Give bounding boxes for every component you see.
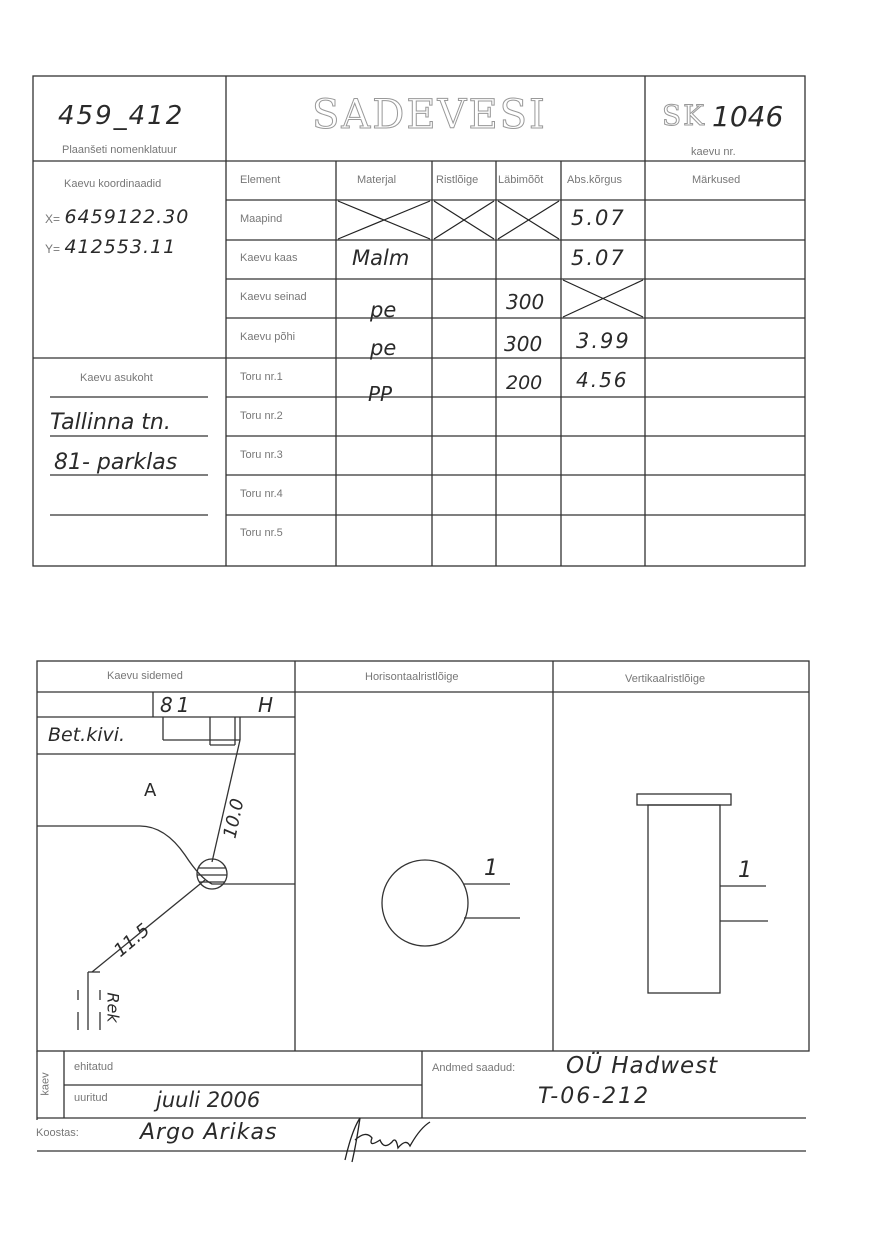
row-element: Kaevu põhi [240, 331, 296, 343]
row-element: Maapind [240, 213, 283, 225]
cell-materjal: pe [370, 298, 397, 322]
col-materjal: Materjal [357, 174, 397, 186]
row-element: Kaevu kaas [240, 252, 298, 264]
vertical-section-label: Vertikaalristlõige [625, 673, 706, 685]
row-element: Kaevu seinad [240, 291, 307, 303]
surveyed-label: uuritud [74, 1092, 108, 1104]
distance-1: 10.0 [219, 796, 249, 841]
map-sheet-value: 459_412 [58, 101, 185, 131]
col-element: Element [240, 174, 281, 186]
signature [345, 1118, 430, 1162]
well-no-value: 1046 [712, 100, 784, 133]
form-title: SADEVESI [312, 92, 547, 138]
cell-abs: 5.07 [571, 246, 626, 270]
col-markused: Märkused [692, 174, 741, 186]
cell-materjal: PP [368, 382, 393, 406]
row-element: Toru nr.2 [240, 410, 283, 422]
horizontal-section-label: Horisontaalristlõige [365, 671, 459, 683]
cell-labimoot: 300 [504, 332, 543, 356]
cell-materjal: Malm [352, 246, 410, 270]
post-label: Rek [103, 992, 123, 1023]
coordinates-label: Kaevu koordinaadid [64, 178, 162, 190]
author-label: Koostas: [36, 1127, 79, 1139]
connections-label: Kaevu sidemed [107, 670, 183, 682]
location-label: Kaevu asukoht [80, 372, 153, 384]
row-element: Toru nr.4 [240, 488, 283, 500]
footer-side-label: kaev [39, 1072, 52, 1096]
coordinate-y [45, 236, 176, 258]
cell-materjal: pe [370, 336, 397, 360]
data-source-code: T-06-212 [538, 1084, 651, 1109]
pipe-label-horizontal: 1 [484, 856, 498, 881]
col-labimoot: Läbimõõt [498, 174, 544, 186]
cell-labimoot: 200 [506, 372, 543, 394]
col-ristloige: Ristlõige [436, 174, 479, 186]
area-label: A [144, 780, 157, 801]
y-value: 412553.11 [64, 236, 177, 258]
surface-label: Bet.kivi. [48, 724, 126, 746]
location-line-2: 81- parklas [54, 450, 178, 475]
row-element: Toru nr.1 [240, 371, 283, 383]
author-value: Argo Arikas [140, 1120, 278, 1145]
cell-labimoot: 300 [506, 290, 545, 314]
data-source-value: OÜ Hadwest [566, 1053, 719, 1079]
location-line-1: Tallinna tn. [50, 410, 171, 435]
y-prefix: Y= [45, 242, 61, 256]
row-element: Toru nr.5 [240, 527, 283, 539]
surveyed-value: juuli 2006 [156, 1088, 261, 1112]
well-no-prefix: SK [662, 99, 707, 132]
x-prefix: X= [45, 212, 61, 226]
distance-2: 11.5 [109, 919, 155, 962]
cell-abs: 4.56 [576, 368, 629, 392]
x-value: 6459122.30 [64, 206, 190, 228]
built-label: ehitatud [74, 1061, 114, 1073]
well-no-label: kaevu nr. [691, 146, 736, 158]
house-letter: H [258, 693, 274, 717]
row-element: Toru nr.3 [240, 449, 283, 461]
data-source-label: Andmed saadud: [432, 1062, 516, 1074]
map-sheet-label: Plaanšeti nomenklatuur [62, 144, 177, 156]
house-number: 81 [160, 693, 194, 717]
col-abs-korgus: Abs.kõrgus [567, 174, 623, 186]
pipe-label-vertical: 1 [738, 858, 752, 883]
coordinate-x [45, 206, 189, 228]
cell-abs: 3.99 [576, 329, 631, 353]
cell-abs: 5.07 [571, 206, 626, 230]
